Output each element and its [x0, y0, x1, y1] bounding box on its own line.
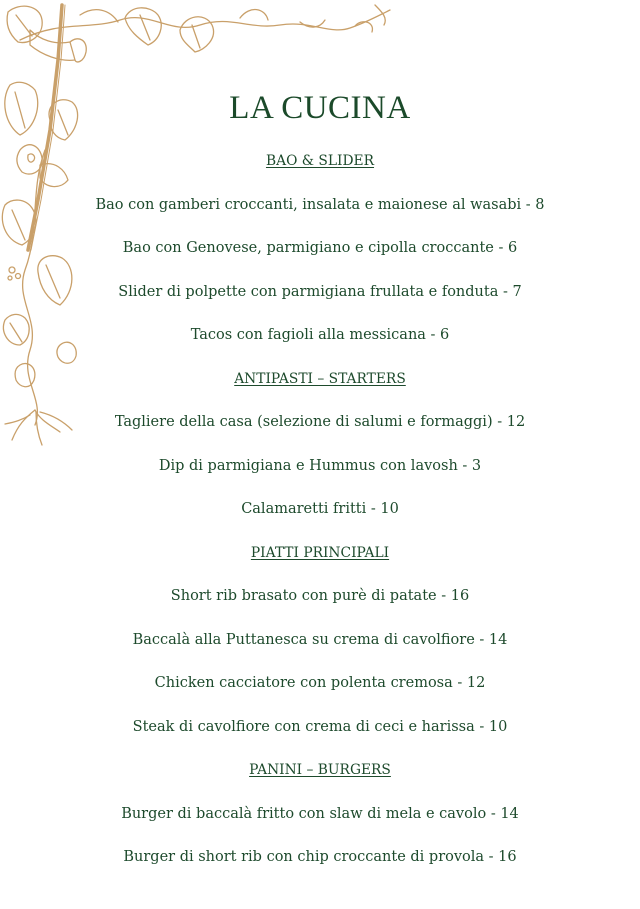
- menu-item: Bao con gamberi croccanti, insalata e maionese al wasabi - 8: [95, 197, 545, 213]
- menu-item: Dip di parmigiana e Hummus con lavosh - 3: [158, 458, 482, 474]
- menu-item: Steak di cavolfiore con crema di ceci e harissa - 10: [132, 719, 508, 735]
- menu-item: Baccalà alla Puttanesca su crema di cavolfiore - 14: [132, 632, 508, 648]
- section-heading-panini-burgers: PANINI – BURGERS: [249, 762, 391, 778]
- section-heading-antipasti: ANTIPASTI – STARTERS: [234, 371, 406, 387]
- menu-item: Tagliere della casa (selezione di salumi e formaggi) - 12: [114, 414, 526, 430]
- section-heading-bao-slider: BAO & SLIDER: [265, 153, 375, 169]
- menu-title: LA CUCINA: [229, 90, 411, 126]
- menu-item: Burger di baccalà fritto con slaw di mela e cavolo - 14: [121, 806, 519, 822]
- menu-item: Calamaretti fritti - 10: [241, 501, 399, 517]
- section-heading-piatti-principali: PIATTI PRINCIPALI: [250, 545, 390, 561]
- menu-item: Short rib brasato con purè di patate - 16: [170, 588, 470, 604]
- menu-item: Bao con Genovese, parmigiano e cipolla croccante - 6: [122, 240, 518, 256]
- menu-item: Burger di short rib con chip croccante di provola - 16: [123, 849, 517, 865]
- menu-item: Tacos con fagioli alla messicana - 6: [190, 327, 450, 343]
- menu-item: Chicken cacciatore con polenta cremosa - 12: [154, 675, 486, 691]
- menu-item: Slider di polpette con parmigiana frullata e fonduta - 7: [118, 284, 522, 300]
